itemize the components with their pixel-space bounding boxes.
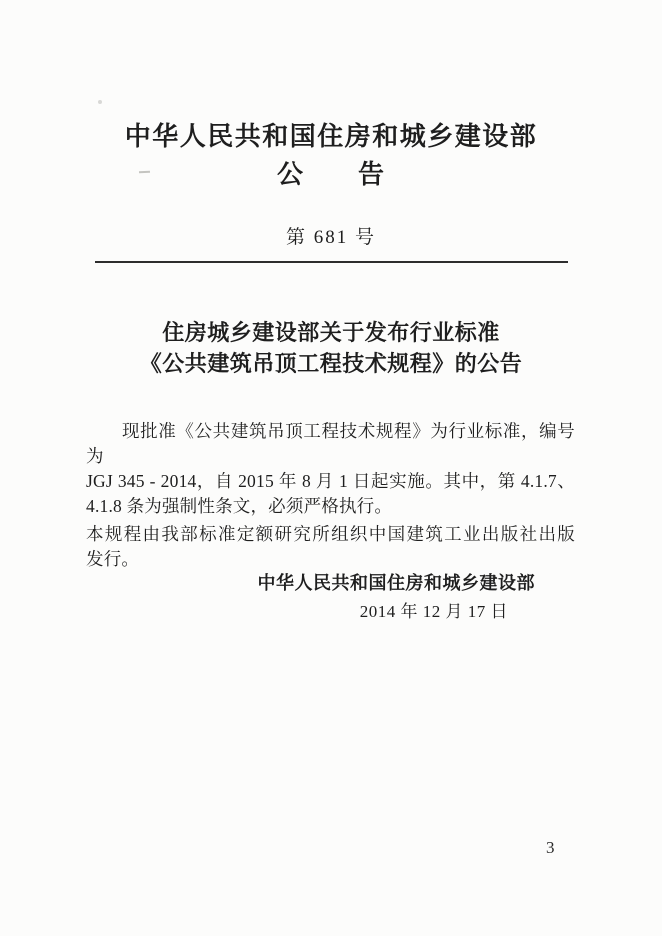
notice-body [86,419,575,572]
page-number: 3 [546,838,555,857]
paragraph-2-line-2: 发行。 [86,549,140,569]
paragraph-1 [86,419,575,519]
signature-authority: 中华人民共和国住房和城乡建设部 [257,573,535,593]
paragraph-1-line-1: 现批准《公共建筑吊顶工程技术规程》为行业标准，编号为 [86,421,575,466]
paragraph-1-line-3: 4.1.8 条为强制性条文，必须严格执行。 [86,496,393,516]
issuing-authority-title: 中华人民共和国住房和城乡建设部 [124,122,538,151]
scan-artifact-speck [98,100,102,104]
notice-title: 公 告 [276,160,385,189]
document-number: 第 681 号 [285,227,376,248]
subtitle-line-2: 《公共建筑吊顶工程技术规程》的公告 [139,351,523,376]
paragraph-2-line-1: 本规程由我部标准定额研究所组织中国建筑工业出版社出版 [86,524,575,544]
notice-subtitle [0,317,662,379]
signature-date: 2014 年 12 月 17 日 [359,602,508,621]
paragraph-2 [86,522,575,572]
horizontal-rule [95,261,568,263]
subtitle-line-1: 住房城乡建设部关于发布行业标准 [162,320,500,345]
paragraph-1-line-2: JGJ 345 - 2014，自 2015 年 8 月 1 日起实施。其中，第 4.1.7、 [86,471,575,491]
